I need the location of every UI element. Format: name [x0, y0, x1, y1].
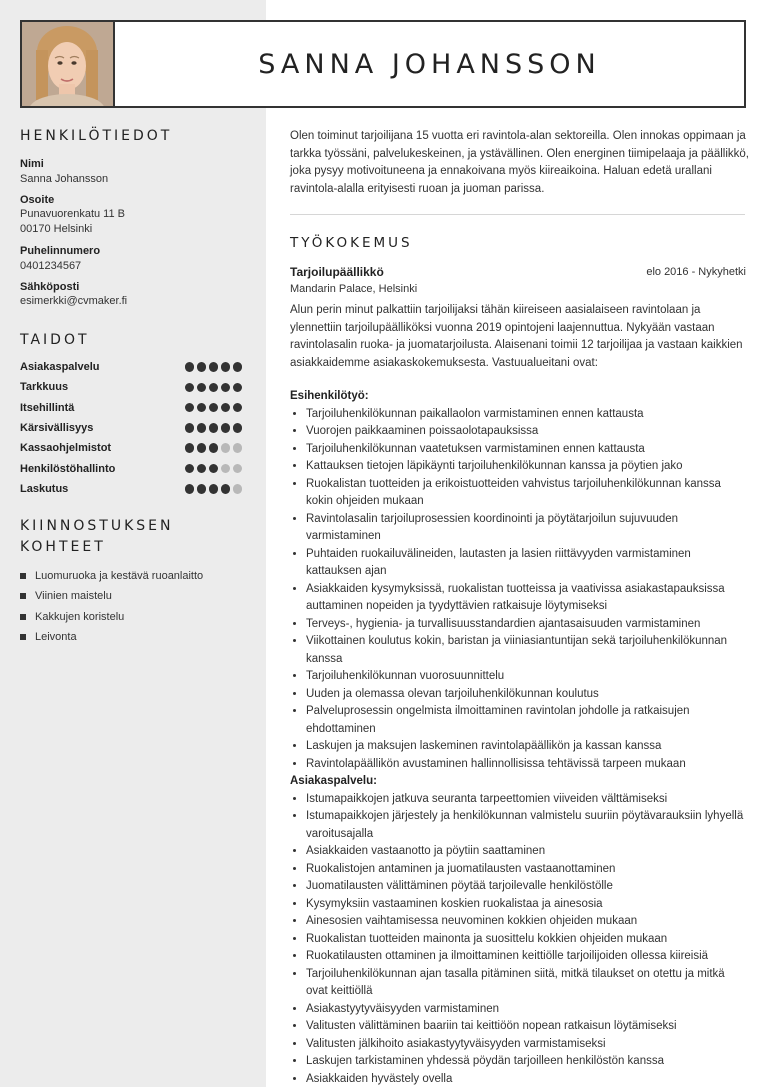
personal-info-heading: HENKILÖTIEDOT: [20, 126, 172, 146]
name-value: Sanna Johansson: [20, 172, 108, 188]
skill-level-dots: [185, 464, 243, 474]
filled-dot-icon: [185, 403, 195, 413]
duty-item: • Ainesosien vaihtamisessa neuvominen kokkien ohjeiden mukaan: [306, 913, 745, 931]
skill-level-dots: [185, 383, 243, 393]
filled-dot-icon: [209, 403, 219, 413]
filled-dot-icon: [197, 484, 207, 494]
filled-dot-icon: [209, 464, 219, 474]
filled-dot-icon: [221, 362, 231, 372]
filled-dot-icon: [197, 423, 207, 433]
duty-item: • Viikottainen koulutus kokin, baristan ja viiniasiantuntijan sekä tarjoiluhenkilökunnan kanssa: [306, 633, 745, 668]
filled-dot-icon: [185, 484, 195, 494]
duty-item: • Ravintolapäällikön avustaminen hallinnollisissa tehtävissä tarpeen mukaan: [306, 756, 745, 774]
skill-level-dots: [185, 423, 243, 433]
skill-row: [20, 379, 242, 395]
section-divider: [290, 214, 745, 215]
responsibilities: [290, 388, 745, 1088]
filled-dot-icon: [185, 443, 195, 453]
candidate-name: SANNA JOHANSSON: [258, 49, 600, 80]
skill-level-dots: [185, 443, 243, 453]
duty-item: • Tarjoiluhenkilökunnan vaatetuksen varmistaminen ennen kattausta: [306, 441, 745, 459]
empty-dot-icon: [221, 464, 231, 474]
square-bullet-icon: [20, 634, 26, 640]
skill-name: Laskutus: [20, 483, 68, 495]
job-description: Alun perin minut palkattiin tarjoilijaksi tähän kiireiseen aasialaiseen ravintolaan ja ylennettiin tarjoilupäälliköksi vuonna 2019 opintojeni laajennuttua. Nykyään vastaan ravintolasalin ruoka- ja juomatarjoilusta. Alaisenani toimii 12 tarjoilijaa ja vastaan kaikkien asiakkaidemme asiakaskokemuksesta. Vastuualueitani ovat:: [290, 302, 745, 372]
skill-name: Asiakaspalvelu: [20, 361, 100, 373]
duty-list: [290, 406, 745, 774]
filled-dot-icon: [185, 383, 195, 393]
duty-item: • Juomatilausten välittäminen pöytää tarjoilevalle henkilöstölle: [306, 878, 745, 896]
job-company: Mandarin Palace, Helsinki: [290, 283, 417, 295]
filled-dot-icon: [233, 383, 243, 393]
duty-item: • Valitusten jälkihoito asiakastyytyväisyyden varmistamiseksi: [306, 1036, 745, 1054]
interest-label: Leivonta: [35, 631, 77, 643]
interest-item: [20, 610, 124, 624]
interest-label: Viinien maistelu: [35, 590, 112, 602]
filled-dot-icon: [209, 484, 219, 494]
filled-dot-icon: [233, 362, 243, 372]
duty-item: • Puhtaiden ruokailuvälineiden, lautasten ja lasien riittävyyden varmistaminen kattauksen ajan: [306, 546, 745, 581]
empty-dot-icon: [233, 484, 243, 494]
skill-name: Kärsivällisyys: [20, 422, 93, 434]
interest-item: [20, 589, 112, 603]
square-bullet-icon: [20, 573, 26, 579]
interest-label: Kakkujen koristelu: [35, 611, 124, 623]
job-title: Tarjoilupäällikkö: [290, 265, 384, 279]
filled-dot-icon: [197, 443, 207, 453]
duty-group-title: Asiakaspalvelu:: [290, 773, 745, 791]
duty-item: • Istumapaikkojen jatkuva seuranta tarpeettomien viiveiden välttämiseksi: [306, 791, 745, 809]
duty-group-title: Esihenkilötyö:: [290, 388, 745, 406]
duty-item: • Ruokatilausten ottaminen ja ilmoittaminen keittiölle tarjoilijoiden ollessa kiireisiä: [306, 948, 745, 966]
name-label: Nimi: [20, 157, 44, 171]
skill-level-dots: [185, 484, 243, 494]
filled-dot-icon: [233, 403, 243, 413]
skill-row: [20, 420, 242, 436]
interest-label: Luomuruoka ja kestävä ruoanlaitto: [35, 570, 203, 582]
duty-item: • Ravintolasalin tarjoiluprosessien koordinointi ja pöytätarjoilun sujuvuuden varmistaminen: [306, 511, 745, 546]
filled-dot-icon: [221, 423, 231, 433]
skill-row: [20, 359, 242, 375]
name-banner: [115, 20, 746, 108]
duty-item: • Palveluprosessin ongelmista ilmoittaminen ravintolan johdolle ja ratkaisujen ehdottaminen: [306, 703, 745, 738]
filled-dot-icon: [197, 403, 207, 413]
duty-item: • Istumapaikkojen järjestely ja henkilökunnan valmistelu suuriin pöytävarauksiin lyhyellä varoitusajalla: [306, 808, 745, 843]
skill-row: [20, 481, 242, 497]
filled-dot-icon: [233, 423, 243, 433]
filled-dot-icon: [185, 464, 195, 474]
duty-item: • Asiakkaiden hyvästely ovella: [306, 1071, 745, 1088]
experience-heading: TYÖKOKEMUS: [290, 235, 413, 251]
portrait-image: [22, 22, 113, 106]
skill-row: [20, 440, 242, 456]
duty-item: • Uuden ja olemassa olevan tarjoiluhenkilökunnan koulutus: [306, 686, 745, 704]
empty-dot-icon: [221, 443, 231, 453]
duty-item: • Ruokalistojen antaminen ja juomatilausten vastaanottaminen: [306, 861, 745, 879]
filled-dot-icon: [209, 362, 219, 372]
filled-dot-icon: [221, 383, 231, 393]
job-dates: elo 2016 - Nykyhetki: [646, 266, 746, 278]
duty-item: • Tarjoiluhenkilökunnan vuorosuunnittelu: [306, 668, 745, 686]
duty-item: • Vuorojen paikkaaminen poissaolotapauksissa: [306, 423, 745, 441]
empty-dot-icon: [233, 443, 243, 453]
filled-dot-icon: [209, 443, 219, 453]
interests-heading-line2: KOHTEET: [20, 537, 106, 557]
duty-item: • Kysymyksiin vastaaminen koskien ruokalistaa ja ainesosia: [306, 896, 745, 914]
profile-photo: [20, 20, 115, 108]
filled-dot-icon: [221, 403, 231, 413]
phone-label: Puhelinnumero: [20, 244, 100, 258]
email-value: esimerkki@cvmaker.fi: [20, 294, 127, 310]
filled-dot-icon: [197, 362, 207, 372]
duty-item: • Ruokalistan tuotteiden ja erikoistuotteiden vahvistus tarjoiluhenkilökunnan kanssa kokin ohjeiden mukaan: [306, 476, 745, 511]
interest-item: [20, 569, 203, 583]
filled-dot-icon: [221, 484, 231, 494]
skill-name: Kassaohjelmistot: [20, 442, 111, 454]
profile-summary: Olen toiminut tarjoilijana 15 vuotta eri ravintola-alan sektoreilla. Olen innokas oppimaan ja tarkka työssäni, palvelukeskeinen, ja ystävällinen. Olen energinen tiimipelaaja ja päällikkö, joka pysyy motivoituneena ja ennakoivana myös kiireaikoina. Haluan edetä urallani ravintola-alalla erityisesti ruoan ja juoman parissa.: [290, 128, 750, 198]
filled-dot-icon: [209, 383, 219, 393]
skill-name: Itsehillintä: [20, 402, 74, 414]
square-bullet-icon: [20, 593, 26, 599]
skill-row: [20, 400, 242, 416]
skill-name: Tarkkuus: [20, 381, 68, 393]
interest-item: [20, 630, 77, 644]
email-label: Sähköposti: [20, 280, 79, 294]
empty-dot-icon: [233, 464, 243, 474]
duty-item: • Tarjoiluhenkilökunnan paikallaolon varmistaminen ennen kattausta: [306, 406, 745, 424]
duty-item: • Tarjoiluhenkilökunnan ajan tasalla pitäminen siitä, mitkä tilaukset on otettu ja mitkä ovat keittiöllä: [306, 966, 745, 1001]
address-line1: Punavuorenkatu 11 B: [20, 207, 125, 223]
skills-heading: TAIDOT: [20, 330, 90, 350]
filled-dot-icon: [209, 423, 219, 433]
address-label: Osoite: [20, 193, 54, 207]
skill-name: Henkilöstöhallinto: [20, 463, 115, 475]
duty-item: • Valitusten välittäminen baariin tai keittiöön nopean ratkaisun löytämiseksi: [306, 1018, 745, 1036]
skill-row: [20, 461, 242, 477]
duty-item: • Ruokalistan tuotteiden mainonta ja suosittelu kokkien ohjeiden mukaan: [306, 931, 745, 949]
duty-item: • Terveys-, hygienia- ja turvallisuusstandardien ajantasaisuuden varmistaminen: [306, 616, 745, 634]
filled-dot-icon: [185, 362, 195, 372]
filled-dot-icon: [197, 464, 207, 474]
skill-level-dots: [185, 362, 243, 372]
duty-item: • Asiakkaiden vastaanotto ja pöytiin saattaminen: [306, 843, 745, 861]
duty-item: • Kattauksen tietojen läpikäynti tarjoiluhenkilökunnan kanssa ja pöytien jako: [306, 458, 745, 476]
duty-item: • Laskujen tarkistaminen yhdessä pöydän tarjoilleen henkilöstön kanssa: [306, 1053, 745, 1071]
interests-heading-line1: KIINNOSTUKSEN: [20, 516, 173, 536]
skill-level-dots: [185, 403, 243, 413]
address-line2: 00170 Helsinki: [20, 222, 92, 238]
duty-list: [290, 791, 745, 1088]
phone-value: 0401234567: [20, 259, 81, 275]
filled-dot-icon: [185, 423, 195, 433]
duty-item: • Laskujen ja maksujen laskeminen ravintolapäällikön ja kassan kanssa: [306, 738, 745, 756]
duty-item: • Asiakastyytyväisyyden varmistaminen: [306, 1001, 745, 1019]
duty-item: • Asiakkaiden kysymyksissä, ruokalistan tuotteissa ja vaativissa asiakastapauksissa auttaminen nopeiden ja tyydyttävien ratkaisuje löytymiseksi: [306, 581, 745, 616]
filled-dot-icon: [197, 383, 207, 393]
square-bullet-icon: [20, 614, 26, 620]
